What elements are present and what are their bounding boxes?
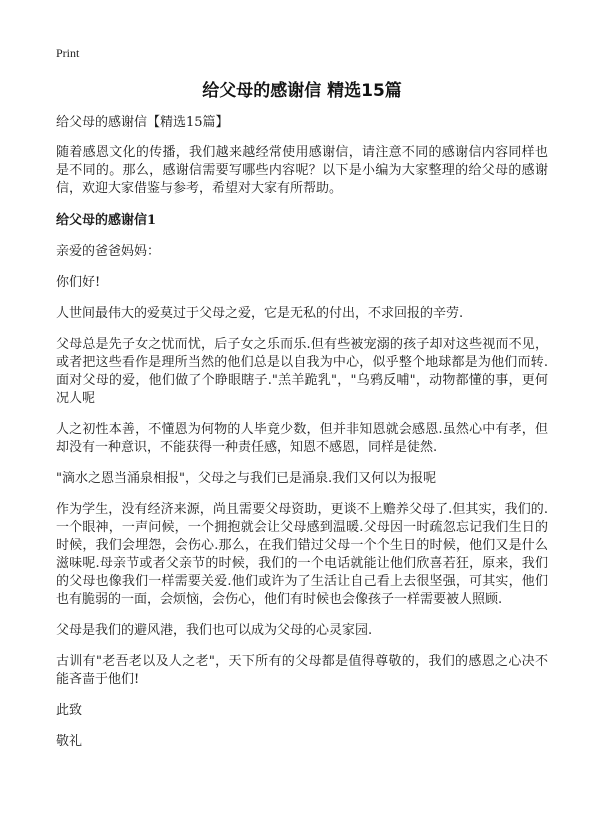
page-title: 给父母的感谢信 精选15篇 — [202, 81, 402, 101]
section-heading: 给父母的感谢信1 — [56, 213, 157, 228]
letter-salutation: 亲爱的爸爸妈妈： — [56, 244, 161, 259]
print-label: Print — [56, 46, 80, 60]
letter-paragraph: 人世间最伟大的爱莫过于父母之爱，它是无私的付出，不求回报的辛劳. — [56, 306, 464, 321]
article-subtitle: 给父母的感谢信【精选15篇】 — [56, 115, 229, 130]
letter-paragraph: 古训有"老吾老以及人之老"，天下所有的父母都是值得尊敬的，我们的感恩之心决不能吝啬于他们! — [56, 654, 548, 687]
letter-paragraph: "滴水之恩当涌泉相报"，父母之与我们已是涌泉.我们又何以为报呢 — [56, 471, 437, 486]
letter-greeting: 你们好! — [56, 275, 101, 290]
letter-paragraph: 作为学生，没有经济来源，尚且需要父母资助，更谈不上赡养父母了.但其实，我们的.一个眼神，一声问候，一个拥抱就会让父母感到温暖.父母因一时疏忽忘记我们生日的时候，我们会埋怨，会伤心.那么，在我们错过父母一个个生日的时候，他们又是什么滋味呢.母亲节或者父亲节的时候，我们的一个电话就能让他们欣喜若狂，原来，我们的父母也像我们一样需要关爱.他们或许为了生活让自己看上去很坚强，可其实，他们也有脆弱的一面，会烦恼，会伤心，他们有时候也会像孩子一样需要被人照顾. — [56, 502, 548, 607]
letter-closing: 此致 — [56, 703, 83, 718]
letter-closing: 敬礼 — [56, 734, 83, 749]
letter-paragraph: 人之初性本善，不懂恩为何物的人毕竟少数，但并非知恩就会感恩.虽然心中有孝，但却没有一种意识，不能获得一种责任感，知恩不感恩，同样是徒然. — [56, 422, 548, 455]
letter-paragraph: 父母是我们的避风港，我们也可以成为父母的心灵家园. — [56, 623, 373, 638]
letter-paragraph: 父母总是先子女之忧而忧，后子女之乐而乐.但有些被宠溺的孩子却对这些视而不见，或者把这些看作是理所当然的他们总是以自我为中心，似乎整个地球都是为他们而转.面对父母的爱，他们做了个睁眼瞎子."羔羊跪乳"，"乌鸦反哺"，动物都懂的事，更何况人呢 — [56, 337, 548, 406]
intro-paragraph: 随着感恩文化的传播，我们越来越经常使用感谢信，请注意不同的感谢信内容同样也是不同的。那么，感谢信需要写哪些内容呢？以下是小编为大家整理的给父母的感谢信，欢迎大家借鉴与参考，希望对大家有所帮助。 — [56, 145, 548, 196]
